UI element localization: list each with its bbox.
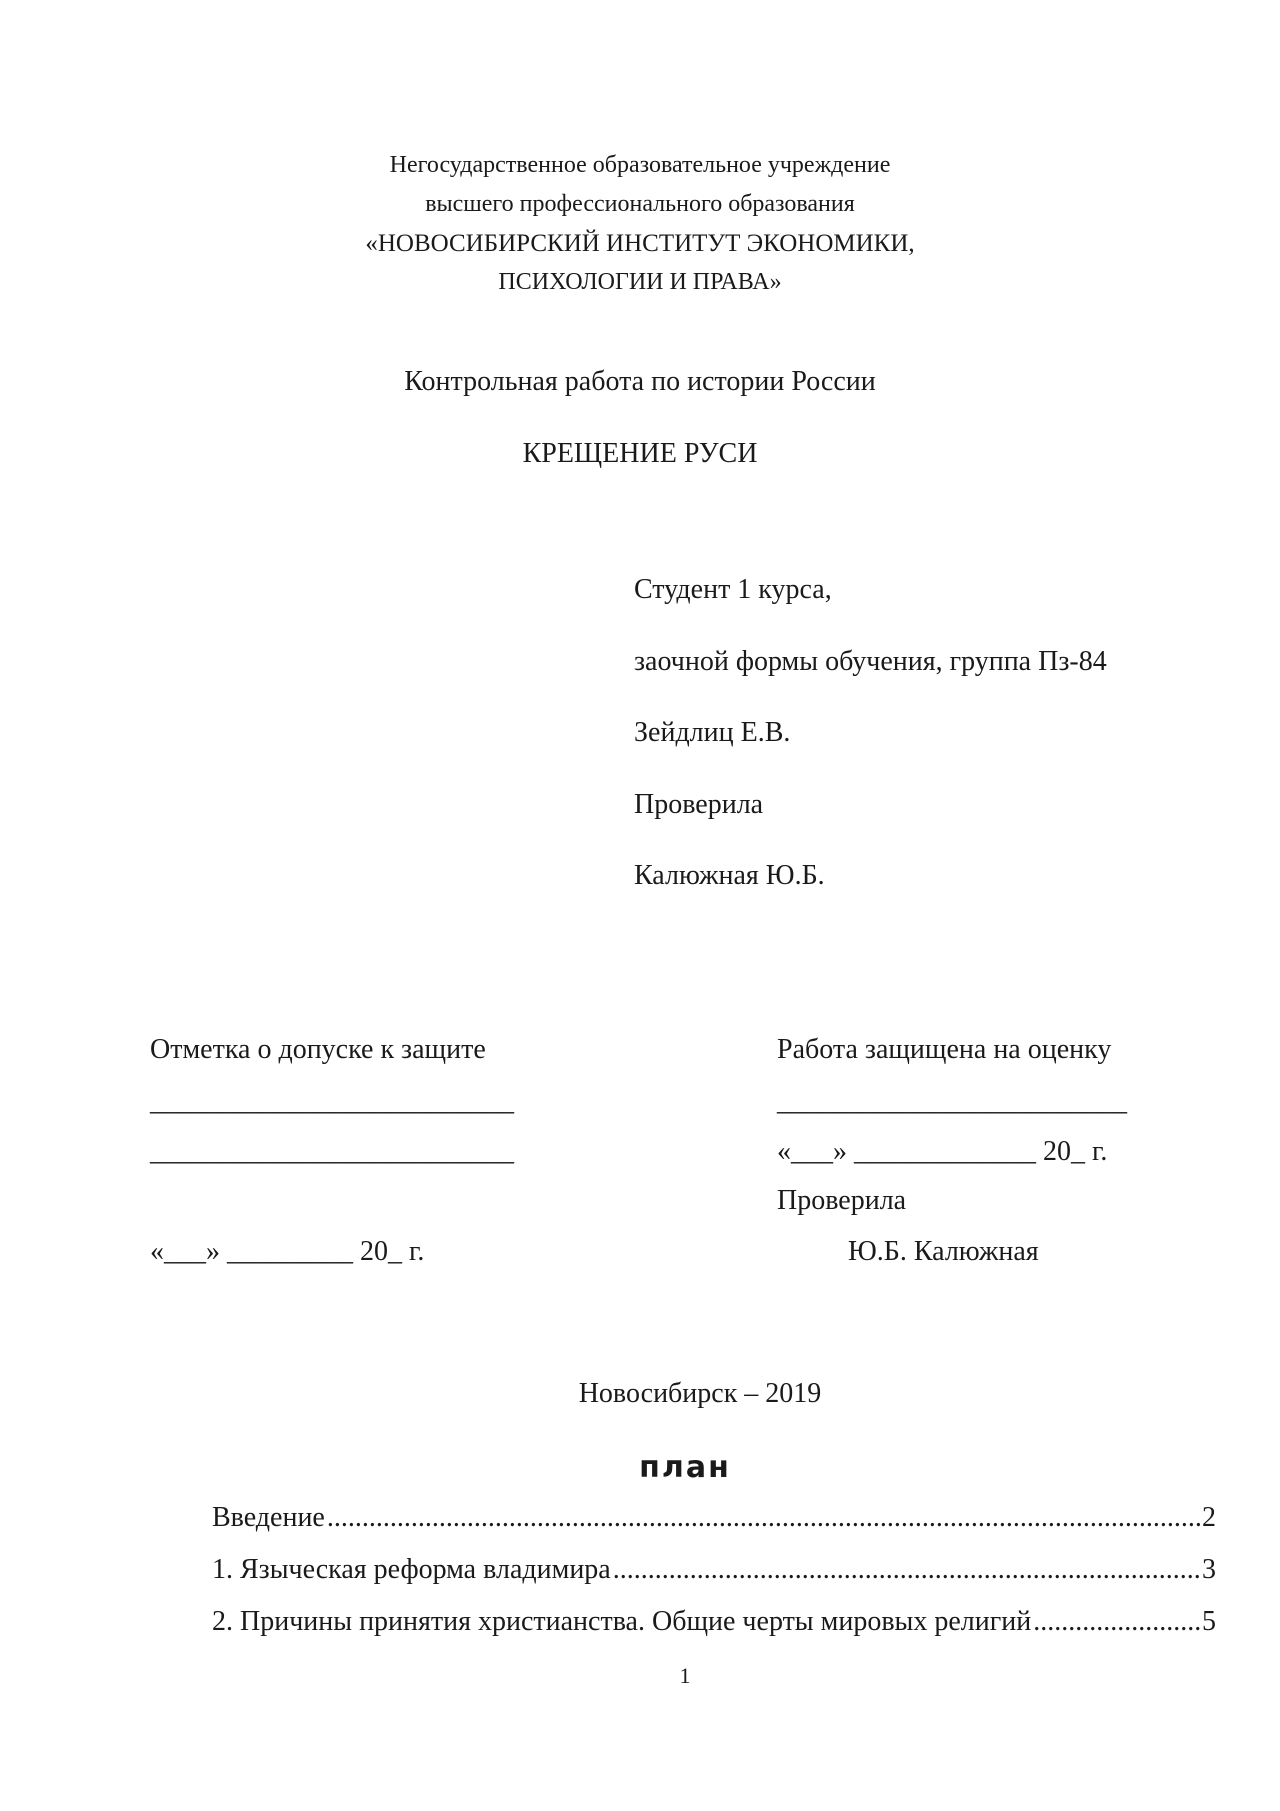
- student-name: Зейдлиц Е.В.: [634, 717, 791, 748]
- admission-label: Отметка о допуске к защите: [150, 1034, 486, 1065]
- admission-line-1: __________________________: [150, 1086, 514, 1117]
- work-title: КРЕЩЕНИЕ РУСИ: [522, 438, 758, 469]
- checker-name: Калюжная Ю.Б.: [634, 860, 825, 891]
- toc-item-page: 5: [1202, 1606, 1216, 1637]
- student-course: Студент 1 курса,: [634, 574, 832, 605]
- grade-label: Работа защищена на оценку: [777, 1034, 1112, 1065]
- institution-line-4: ПСИХОЛОГИИ И ПРАВА»: [498, 269, 782, 295]
- admission-date: «___» _________ 20_ г.: [150, 1236, 425, 1267]
- toc-item-label: 2. Причины принятия христианства. Общие черты мировых религий: [212, 1606, 1032, 1637]
- toc-leader-dots: [613, 1554, 1200, 1586]
- plan-title: план: [639, 1450, 731, 1485]
- grade-line: _________________________: [777, 1086, 1127, 1117]
- institution-line-1: Негосударственное образовательное учреждение: [389, 152, 891, 178]
- grade-checker-name: Ю.Б. Калюжная: [848, 1236, 1039, 1267]
- grade-date: «___» _____________ 20_ г.: [777, 1136, 1108, 1167]
- toc-item-label: Введение: [212, 1502, 325, 1533]
- page-number: 1: [679, 1663, 691, 1688]
- toc-item: [212, 1606, 1216, 1638]
- toc-item-page: 3: [1202, 1554, 1216, 1585]
- toc-item: [212, 1554, 1216, 1586]
- toc-leader-dots: [1033, 1606, 1200, 1638]
- city-year: Новосибирск – 2019: [578, 1378, 822, 1409]
- toc-item-label: 1. Языческая реформа владимира: [212, 1554, 611, 1585]
- admission-line-2: __________________________: [150, 1136, 514, 1167]
- grade-checked-label: Проверила: [777, 1185, 907, 1216]
- institution-line-2: высшего профессионального образования: [425, 191, 855, 217]
- work-type: Контрольная работа по истории России: [404, 366, 876, 397]
- student-group: заочной формы обучения, группа Пз-84: [634, 646, 1107, 677]
- toc-item-page: 2: [1202, 1502, 1216, 1533]
- toc-item: [212, 1502, 1216, 1534]
- toc-leader-dots: [327, 1502, 1200, 1534]
- institution-line-3: «НОВОСИБИРСКИЙ ИНСТИТУТ ЭКОНОМИКИ,: [365, 230, 915, 257]
- checked-by-label: Проверила: [634, 789, 764, 820]
